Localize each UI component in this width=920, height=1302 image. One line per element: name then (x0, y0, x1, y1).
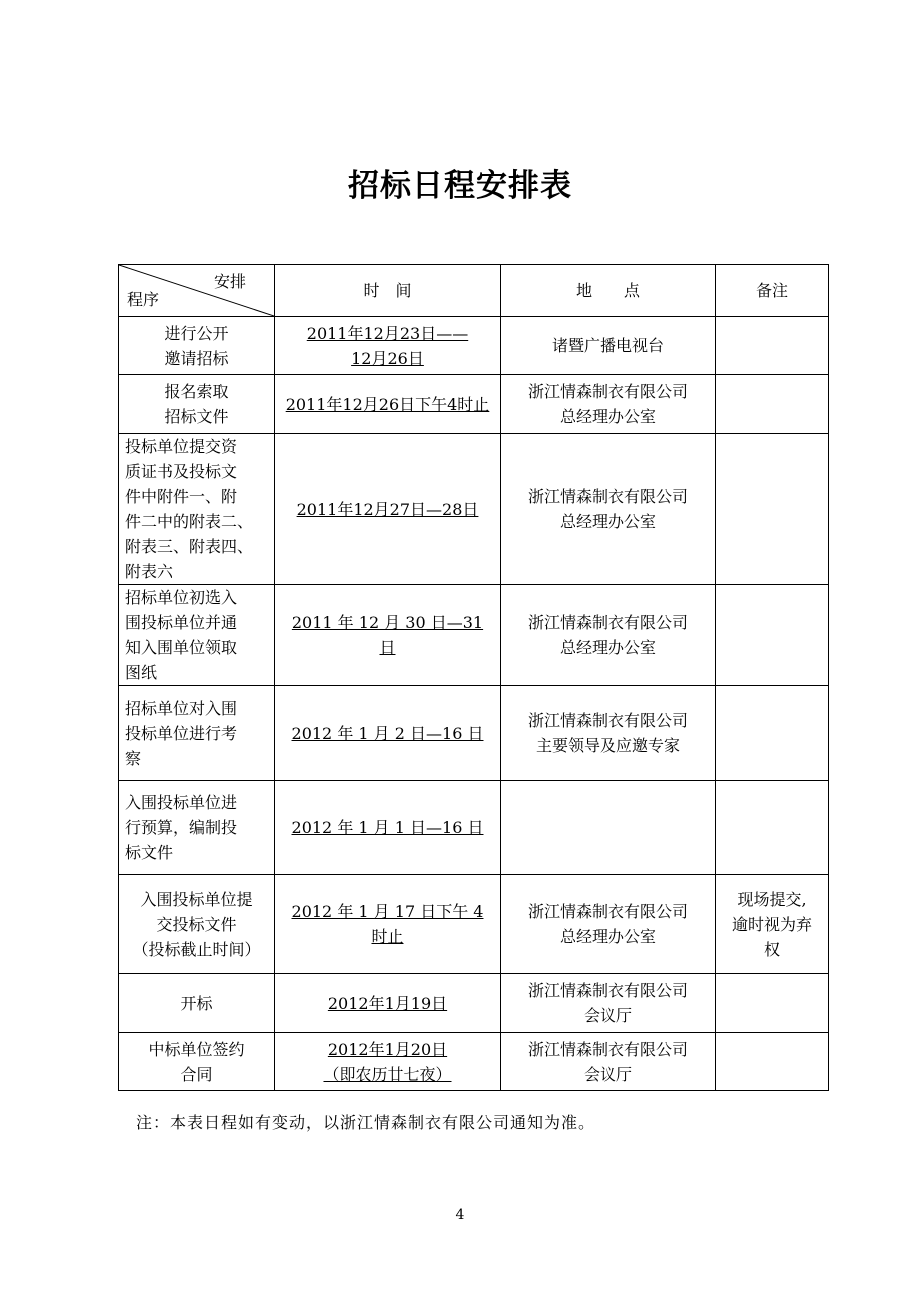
page-title: 招标日程安排表 (348, 168, 572, 204)
header-time: 时 间 (275, 265, 501, 317)
table-row (119, 375, 829, 434)
table-header-row (119, 265, 829, 317)
place-cell: 浙江情森制衣有限公司 会议厅 (501, 974, 716, 1033)
place-cell: 浙江情森制衣有限公司 总经理办公室 (501, 875, 716, 974)
table-row (119, 974, 829, 1033)
time-cell: 2011年12月27日—28日 (275, 434, 501, 585)
header-place: 地 点 (501, 265, 716, 317)
time-cell: 2011年12月26日下午4时止 (275, 375, 501, 434)
table-row (119, 781, 829, 875)
program-cell: 投标单位提交资 质证书及投标文 件中附件一、附 件二中的附表二、 附表三、附表四、 附表六 (119, 434, 275, 585)
table-row (119, 1033, 829, 1091)
time-cell: 2012年1月20日 （即农历廿七夜） (275, 1033, 501, 1091)
schedule-table (118, 264, 829, 1091)
remark-cell (716, 781, 829, 875)
time-cell: 2011年12月23日—— 12月26日 (275, 317, 501, 375)
remark-cell (716, 1033, 829, 1091)
time-cell: 2012 年 1 月 1 日—16 日 (275, 781, 501, 875)
program-cell: 开标 (119, 974, 275, 1033)
program-cell: 进行公开 邀请招标 (119, 317, 275, 375)
table-row (119, 434, 829, 585)
program-cell: 招标单位初选入 围投标单位并通 知入围单位领取 图纸 (119, 585, 275, 686)
place-cell (501, 781, 716, 875)
remark-cell (716, 974, 829, 1033)
place-cell: 浙江情森制衣有限公司 总经理办公室 (501, 585, 716, 686)
remark-cell (716, 317, 829, 375)
place-cell: 浙江情森制衣有限公司 总经理办公室 (501, 375, 716, 434)
program-cell: 中标单位签约 合同 (119, 1033, 275, 1091)
time-cell: 2012 年 1 月 17 日下午 4 时止 (275, 875, 501, 974)
place-cell: 浙江情森制衣有限公司 总经理办公室 (501, 434, 716, 585)
program-cell: 入围投标单位提 交投标文件 （投标截止时间） (119, 875, 275, 974)
time-cell: 2012年1月19日 (275, 974, 501, 1033)
program-cell: 报名索取 招标文件 (119, 375, 275, 434)
remark-cell (716, 686, 829, 781)
header-program: 程序 (127, 290, 160, 309)
program-cell: 招标单位对入围 投标单位进行考 察 (119, 686, 275, 781)
table-row (119, 585, 829, 686)
remark-cell (716, 585, 829, 686)
place-cell: 浙江情森制衣有限公司 会议厅 (501, 1033, 716, 1091)
time-cell: 2011 年 12 月 30 日—31 日 (275, 585, 501, 686)
diagonal-header-cell (119, 265, 275, 317)
table-row (119, 875, 829, 974)
table-row (119, 317, 829, 375)
place-cell: 诸暨广播电视台 (501, 317, 716, 375)
footnote: 注：本表日程如有变动，以浙江情森制衣有限公司通知为准。 (136, 1113, 596, 1132)
remark-cell (716, 375, 829, 434)
table-row (119, 686, 829, 781)
header-remark: 备注 (716, 265, 829, 317)
place-cell: 浙江情森制衣有限公司 主要领导及应邀专家 (501, 686, 716, 781)
program-cell: 入围投标单位进 行预算，编制投 标文件 (119, 781, 275, 875)
page-number: 4 (455, 1207, 465, 1223)
time-cell: 2012 年 1 月 2 日—16 日 (275, 686, 501, 781)
remark-cell (716, 434, 829, 585)
header-arrangement: 安排 (213, 272, 246, 291)
remark-cell: 现场提交, 逾时视为弃 权 (716, 875, 829, 974)
